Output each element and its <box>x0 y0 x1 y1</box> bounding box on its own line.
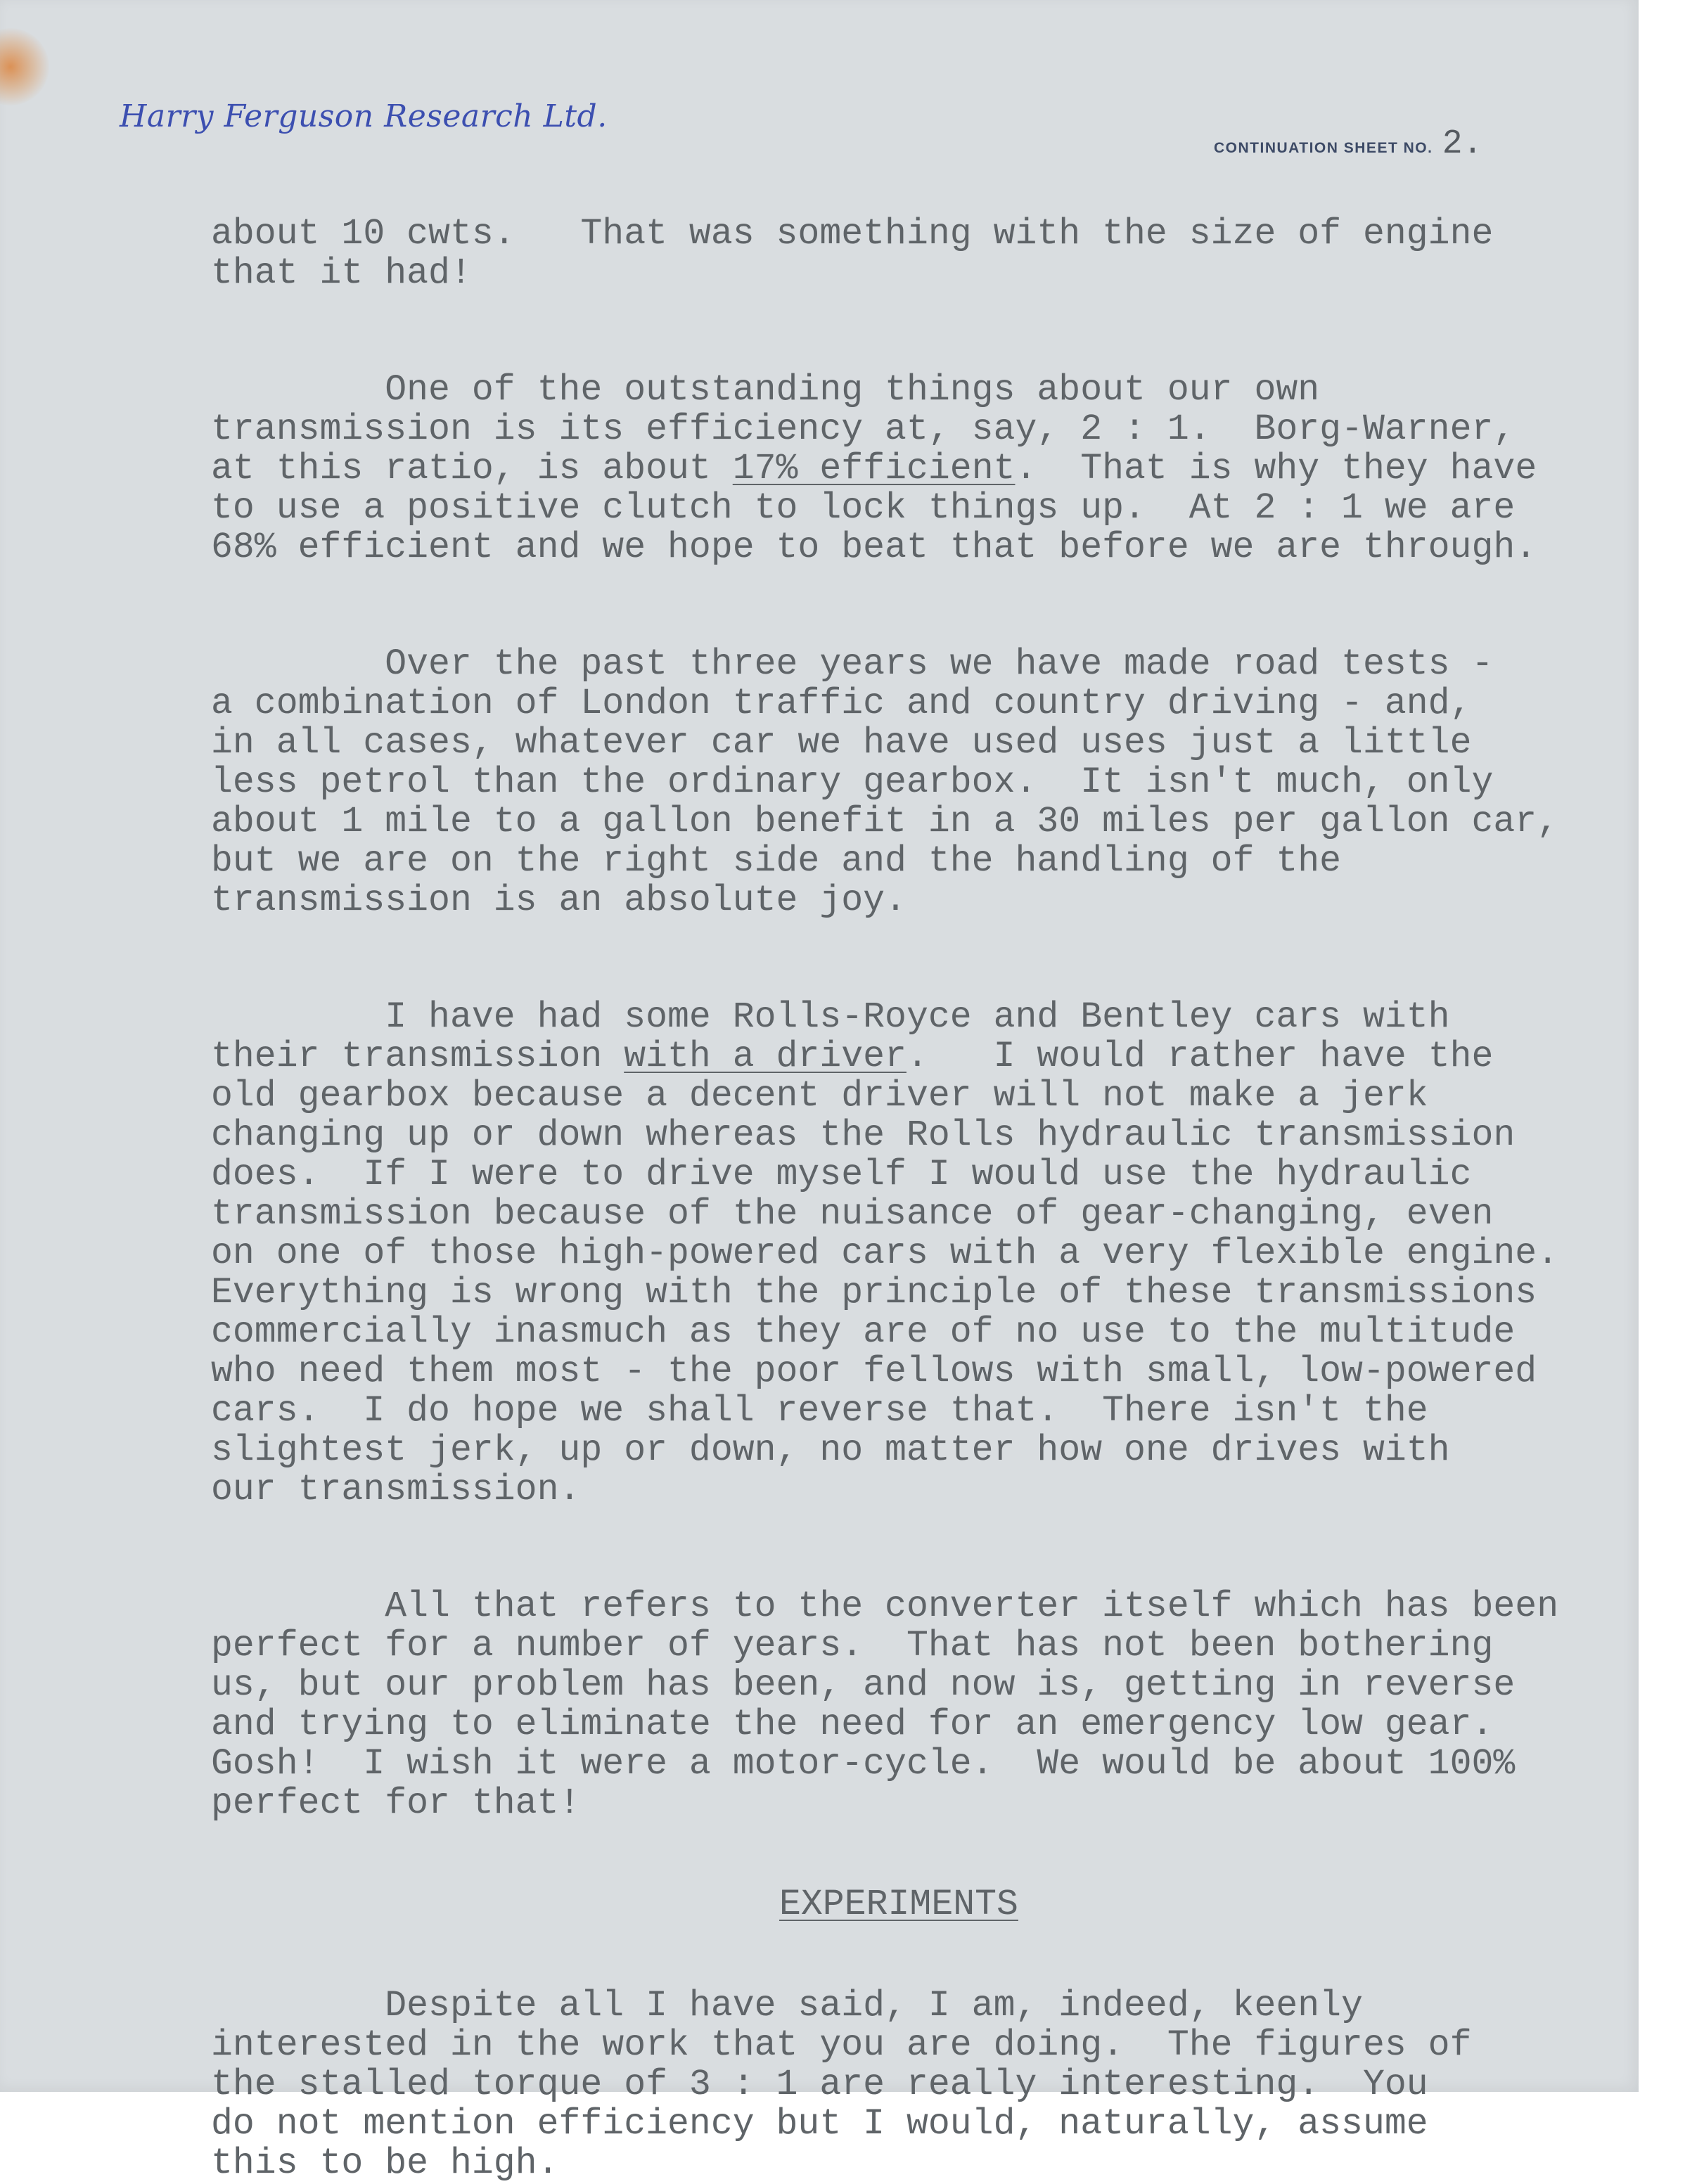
text-span: at this ratio, is about <box>211 449 733 489</box>
text-line: a combination of London traffic and country driving - and, <box>211 683 1472 724</box>
company-letterhead: Harry Ferguson Research Ltd. <box>120 98 608 134</box>
paragraph-2 <box>211 371 1547 567</box>
text-line: does. If I were to drive myself I would use the hydraulic <box>211 1155 1472 1195</box>
text-line: Over the past three years we have made road tests - <box>211 644 1494 685</box>
text-line: cars. I do hope we shall reverse that. There isn't the <box>211 1391 1428 1432</box>
section-heading <box>211 1885 1547 1925</box>
text-line: perfect for that! <box>211 1783 581 1824</box>
sheet-number: 2. <box>1442 125 1483 163</box>
text-span: . That is why they have <box>1015 449 1537 489</box>
paragraph-5 <box>211 1586 1559 1824</box>
text-line: interested in the work that you are doing. The figures of <box>211 2025 1472 2066</box>
paragraph-3 <box>211 644 1559 921</box>
text-line: and trying to eliminate the need for an emergency low gear. <box>211 1704 1494 1745</box>
text-line: on one of those high-powered cars with a very flexible engine. <box>211 1233 1559 1274</box>
text-line: changing up or down whereas the Rolls hydraulic transmission <box>211 1115 1516 1156</box>
text-line: our transmission. <box>211 1470 581 1510</box>
text-line: old gearbox because a decent driver will not make a jerk <box>211 1076 1428 1117</box>
text-line: transmission because of the nuisance of gear-changing, even <box>211 1194 1494 1235</box>
paragraph-4 <box>211 997 1559 1510</box>
paragraph-1 <box>211 214 1547 293</box>
text-line: transmission is its efficiency at, say, 2 : 1. Borg-Warner, <box>211 409 1516 450</box>
text-span: . I would rather have the <box>906 1036 1494 1077</box>
text-line: commercially inasmuch as they are of no use to the multitude <box>211 1312 1516 1353</box>
text-line: who need them most - the poor fellows with small, low-powered <box>211 1351 1537 1392</box>
text-line: Everything is wrong with the principle of these transmissions <box>211 1273 1537 1313</box>
text-line: One of the outstanding things about our own <box>211 370 1320 411</box>
text-line <box>211 449 1547 489</box>
continuation-sheet-number <box>1214 125 1482 163</box>
continuation-label: CONTINUATION SHEET NO. <box>1214 140 1433 156</box>
underlined-text: 17% efficient <box>732 449 1016 489</box>
text-line: about 10 cwts. That was something with the size of engine <box>211 214 1494 255</box>
text-line: transmission is an absolute joy. <box>211 880 907 921</box>
text-line: perfect for a number of years. That has not been bothering <box>211 1626 1494 1666</box>
heading-text: EXPERIMENTS <box>779 1884 1018 1925</box>
text-line: that it had! <box>211 253 472 294</box>
text-line: about 1 mile to a gallon benefit in a 30 miles per gallon car, <box>211 802 1559 842</box>
text-line: this to be high. <box>211 2143 559 2184</box>
text-line: do not mention efficiency but I would, naturally, assume <box>211 2104 1428 2145</box>
letter-body <box>211 214 1559 2184</box>
text-line: us, but our problem has been, and now is, getting in reverse <box>211 1665 1516 1706</box>
underlined-text: with a driver <box>624 1036 907 1077</box>
text-line: but we are on the right side and the handling of the <box>211 841 1342 882</box>
text-line: slightest jerk, up or down, no matter how one drives with <box>211 1430 1450 1471</box>
text-line <box>211 1037 1547 1077</box>
text-line: All that refers to the converter itself which has been <box>211 1586 1559 1627</box>
text-line: Despite all I have said, I am, indeed, keenly <box>211 1986 1363 2026</box>
text-line: I have had some Rolls-Royce and Bentley cars with <box>211 997 1450 1038</box>
rust-stain <box>0 28 49 105</box>
text-span: their transmission <box>211 1036 624 1077</box>
text-line: less petrol than the ordinary gearbox. It isn't much, only <box>211 762 1494 803</box>
text-line: to use a positive clutch to lock things up. At 2 : 1 we are <box>211 488 1516 529</box>
text-line: the stalled torque of 3 : 1 are really interesting. You <box>211 2064 1428 2105</box>
text-line: 68% efficient and we hope to beat that before we are through. <box>211 527 1537 568</box>
paragraph-6 <box>211 1986 1547 2183</box>
text-line: in all cases, whatever car we have used uses just a little <box>211 723 1472 764</box>
text-line: Gosh! I wish it were a motor-cycle. We would be about 100% <box>211 1744 1516 1785</box>
